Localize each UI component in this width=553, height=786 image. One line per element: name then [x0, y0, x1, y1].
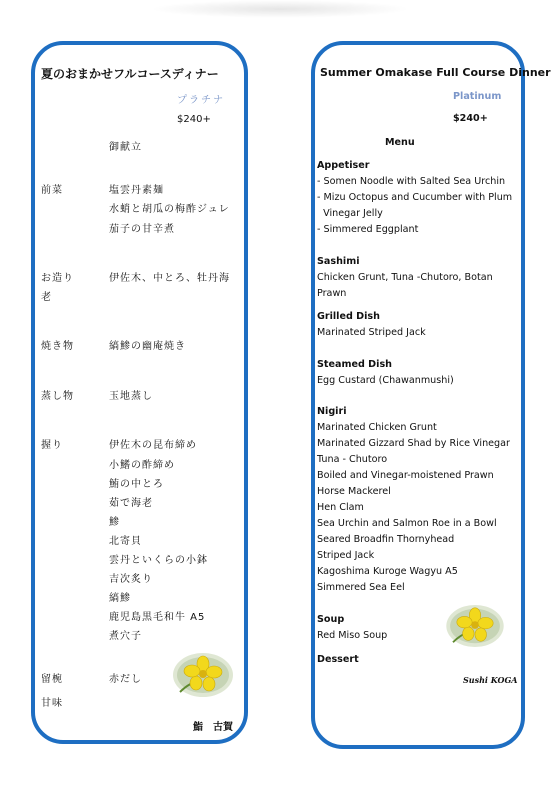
en-item: Egg Custard (Chawanmushi) — [317, 375, 454, 386]
en-item: Marinated Striped Jack — [317, 327, 426, 338]
en-item: Tuna - Chutoro — [317, 454, 388, 465]
jp-item: 鯵 — [109, 517, 120, 528]
jp-item: 塩雲丹素麺 — [109, 185, 164, 196]
en-section-heading: Dessert — [317, 654, 359, 665]
en-signature: Sushi KOGA — [463, 675, 518, 685]
jp-section-label: 留椀 — [41, 674, 63, 685]
jp-tier-label: プラチナ — [177, 95, 225, 106]
jp-item: 水蛸と胡瓜の梅酢ジュレ — [109, 204, 230, 215]
en-item: Kagoshima Kuroge Wagyu A5 — [317, 566, 458, 577]
jp-section-label: 焼き物 — [41, 341, 74, 352]
en-section-heading: Soup — [317, 614, 345, 625]
en-item: Simmered Sea Eel — [317, 582, 405, 593]
flower-image — [172, 652, 234, 698]
jp-item: 小鰭の酢締め — [109, 460, 175, 471]
en-item: Marinated Chicken Grunt — [317, 422, 437, 433]
jp-item: 鮪の中とろ — [109, 479, 164, 490]
en-item: Hen Clam — [317, 502, 364, 513]
jp-item: 玉地蒸し — [109, 391, 153, 402]
jp-menu-heading: 御献立 — [109, 142, 142, 153]
jp-item: 吉次炙り — [109, 574, 153, 585]
jp-section-label-cont: 老 — [41, 292, 52, 303]
en-item: Sea Urchin and Salmon Roe in a Bowl — [317, 518, 497, 529]
jp-item: 茄子の甘辛煮 — [109, 224, 175, 235]
en-menu-heading: Menu — [385, 137, 415, 148]
en-section-heading: Steamed Dish — [317, 359, 392, 370]
jp-item: 雲丹といくらの小鉢 — [109, 555, 208, 566]
jp-section-label: お造り — [41, 273, 74, 284]
en-item: Vinegar Jelly — [317, 208, 383, 219]
jp-signature: 鮨 古賀 — [193, 722, 233, 733]
jp-item: 煮穴子 — [109, 631, 142, 642]
jp-item: 北寄貝 — [109, 536, 142, 547]
en-section-heading: Appetiser — [317, 160, 370, 171]
en-item: Prawn — [317, 288, 347, 299]
jp-price: $240+ — [177, 114, 211, 125]
en-menu-title: Summer Omakase Full Course Dinner — [320, 66, 551, 79]
jp-item: 赤だし — [109, 674, 142, 685]
jp-item: 伊佐木、中とろ、牡丹海 — [109, 273, 230, 284]
en-item: Striped Jack — [317, 550, 375, 561]
jp-section-label: 甘味 — [41, 698, 63, 709]
jp-item: 縞鯵の幽庵焼き — [109, 341, 186, 352]
en-item: Red Miso Soup — [317, 630, 388, 641]
jp-item: 縞鯵 — [109, 593, 131, 604]
jp-section-label: 前菜 — [41, 185, 63, 196]
en-section-heading: Grilled Dish — [317, 311, 380, 322]
en-item: Seared Broadfin Thornyhead — [317, 534, 455, 545]
en-item: Chicken Grunt, Tuna -Chutoro, Botan — [317, 272, 493, 283]
jp-menu-title: 夏のおまかせフルコースディナー — [41, 67, 219, 81]
en-section-heading: Sashimi — [317, 256, 360, 267]
en-section-heading: Nigiri — [317, 406, 347, 417]
en-item: Marinated Gizzard Shad by Rice Vinegar — [317, 438, 510, 449]
jp-section-label: 蒸し物 — [41, 391, 74, 402]
jp-item: 鹿児島黒毛和牛 A5 — [109, 612, 206, 623]
flower-image — [445, 604, 505, 648]
en-item: - Somen Noodle with Salted Sea Urchin — [317, 176, 506, 187]
top-shadow — [150, 0, 410, 18]
en-item: - Simmered Eggplant — [317, 224, 419, 235]
en-item: Horse Mackerel — [317, 486, 391, 497]
en-price: $240+ — [453, 113, 488, 124]
jp-section-label: 握り — [41, 440, 63, 451]
en-item: - Mizu Octopus and Cucumber with Plum — [317, 192, 513, 203]
en-item: Boiled and Vinegar-moistened Prawn — [317, 470, 494, 481]
jp-item: 茹で海老 — [109, 498, 153, 509]
jp-item: 伊佐木の昆布締め — [109, 440, 197, 451]
en-tier-label: Platinum — [453, 91, 502, 102]
